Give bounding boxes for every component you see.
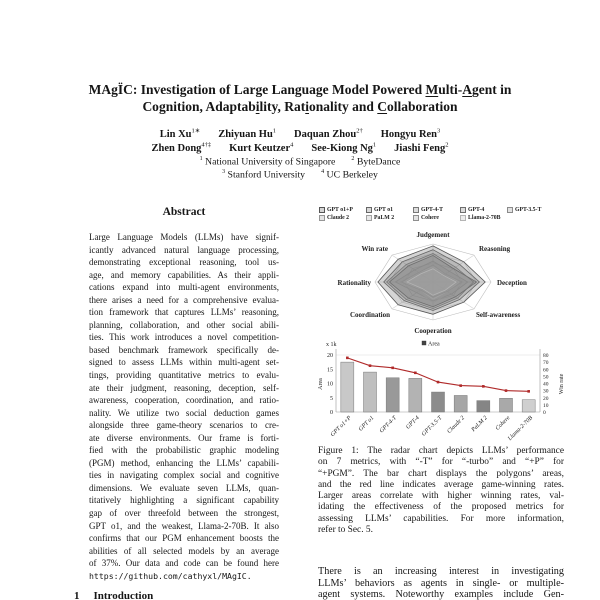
radar-axis-label: Rationality	[337, 279, 371, 287]
text-segment: UC Berkeley	[324, 169, 378, 181]
abstract-line: there arises a need for a comprehensive evalua-	[89, 294, 279, 305]
abstract-line: based benchmark framework specifically de-	[89, 344, 279, 355]
bar-category-label: GPT o1	[357, 415, 376, 433]
win-rate-point	[459, 384, 462, 387]
abstract-line: Large Language Models (LLMs) have signif-	[89, 232, 279, 242]
text-segment: onality and	[309, 99, 378, 115]
author-affil-mark: 4	[290, 141, 294, 148]
bar-legend-swatch-icon	[422, 341, 426, 345]
bar-category-label: GPT o1+P	[329, 415, 353, 439]
legend-swatch-icon	[460, 215, 466, 221]
radar-axis-label: Self-awareness	[476, 311, 521, 319]
author-name: Zhiyuan Hu	[218, 128, 273, 140]
right-tick-label: 30	[543, 388, 549, 395]
author	[229, 143, 293, 154]
win-rate-point	[391, 367, 394, 370]
win-rate-point	[505, 389, 508, 392]
abstract-line: demonstrating exceptional reasoning, tool us-	[89, 257, 279, 268]
legend-item	[460, 214, 501, 222]
legend-item	[460, 206, 507, 214]
legend-label: GPT-4-T	[421, 207, 444, 213]
abstract-line: icantly advanced natural language processing,	[89, 244, 279, 255]
left-tick-label: 20	[327, 353, 333, 359]
intro-title: Introduction	[93, 590, 154, 600]
bar-category-label: GPT-4	[405, 415, 421, 431]
legend-row-1	[319, 206, 567, 214]
intro-number: 1	[74, 590, 80, 600]
abstract-line: tings, providing quantitative metrics to evalu-	[89, 370, 279, 381]
text-segment: M	[425, 82, 439, 98]
right-tick-label: 60	[543, 367, 549, 374]
abstract-line: of 37%. Our data and code can be found here	[89, 558, 279, 569]
right-tick-label: 40	[543, 381, 549, 388]
abstract-line: ate their judgment, reasoning, deception, self-	[89, 382, 279, 393]
bar-GPT-o1-P	[341, 362, 354, 412]
abstract-line: tion framework that captures LLMs’ reasoning,	[89, 307, 279, 318]
bar-legend-label: Area	[428, 341, 440, 348]
abstract-line: planning, collaboration, and other social abili-	[89, 319, 279, 330]
left-tick-label: 10	[327, 381, 333, 388]
author-affil-mark: 1	[372, 141, 377, 148]
text-segment: 4	[321, 169, 325, 175]
radar-axis-label: Coordination	[349, 311, 390, 319]
left-axis-unit: x 1k	[326, 342, 337, 348]
author-name: Jiashi Feng	[394, 142, 446, 154]
abstract-line: (PGM) method, enhancing the LLMs’ capabili-	[89, 457, 279, 468]
title-line-1	[0, 81, 600, 98]
radar-axis-label: Deception	[497, 279, 527, 287]
author-affil-mark: 2	[445, 141, 449, 148]
text-segment: ollaboration	[387, 99, 458, 115]
text-segment: g	[158, 99, 166, 115]
abstract-line: abilities of all selected models by an average	[89, 545, 279, 556]
bar-Llama-2-70B	[522, 400, 535, 412]
abstract-line: ties. This work introduces a novel competition-	[89, 332, 279, 343]
caption-line: assessing LLMs’ capabilities. For more information,	[318, 513, 564, 524]
right-axis-label: Win rate	[559, 373, 565, 395]
abstract-line: dimensions. We evaluate seven LLMs, quan-	[89, 482, 279, 493]
text-segment: 1	[199, 156, 203, 162]
caption-line: Figure 1: The radar chart depicts LLMs’ performance	[318, 446, 564, 456]
caption-line: on 7 metrics, with “-T” for “-turbo” and “+P” for	[318, 457, 564, 468]
text-segment: i	[305, 99, 310, 115]
paper-title	[0, 81, 600, 115]
body-line: agent systems. Noteworthy examples include Gen-	[318, 589, 564, 600]
legend-item	[413, 206, 460, 214]
abstract-line: fied with the probabilistic graphic modeling	[89, 445, 279, 456]
bar-Claude-2	[454, 395, 467, 412]
body-line: LLMs’ behaviors as agents in single- or multiple-	[318, 577, 564, 589]
author-affil-mark: 1	[272, 127, 277, 134]
legend-swatch-icon	[319, 215, 325, 221]
author-name: Kurt Keutzer	[229, 142, 291, 154]
win-rate-point	[414, 372, 417, 375]
legend-row-2	[319, 214, 567, 222]
legend-item	[366, 206, 413, 214]
intro-paragraph	[318, 566, 564, 600]
legend-label: GPT o1	[374, 207, 394, 213]
text-segment: Co	[142, 99, 159, 115]
intro-heading	[74, 590, 153, 600]
legend-label: Cohere	[421, 215, 439, 221]
legend-swatch-icon	[366, 215, 372, 221]
legend-item	[413, 214, 460, 222]
radar-legend	[319, 206, 567, 222]
bar-category-label: GPT-3.5-T	[420, 415, 444, 438]
author-affil-mark: 3	[437, 127, 441, 134]
author	[394, 143, 448, 154]
left-axis-label: Area	[318, 378, 324, 390]
figure-caption	[318, 446, 564, 536]
bar-category-label: Cohere	[494, 415, 512, 432]
win-rate-point	[437, 381, 440, 384]
right-tick-label: 80	[543, 353, 549, 359]
legend-swatch-icon	[507, 207, 513, 213]
text-segment: ByteDance	[354, 156, 401, 168]
bar-GPT-3-5-T	[432, 392, 445, 412]
radar-chart	[318, 224, 564, 346]
text-segment: ulti-	[438, 82, 463, 98]
legend-label: PaLM 2	[374, 215, 395, 221]
left-tick-label: 5	[330, 395, 333, 402]
win-rate-point	[527, 390, 530, 393]
text-segment: 2	[351, 156, 355, 162]
legend-label: GPT o1+P	[327, 207, 353, 213]
right-tick-label: 20	[543, 395, 549, 402]
text-segment: nition, Adaptab	[165, 99, 256, 115]
text-segment: i	[255, 99, 260, 115]
bar-Cohere	[500, 398, 513, 412]
author-name: Zhen Dong	[151, 142, 202, 154]
radar-axis-label: Cooperation	[414, 327, 452, 335]
right-tick-label: 0	[543, 410, 546, 416]
author	[311, 143, 376, 154]
abstract-line: ate diverse environments. Our frame is forti-	[89, 432, 279, 443]
text-segment: 3	[222, 169, 226, 175]
bar-GPT-4	[409, 378, 422, 412]
legend-swatch-icon	[413, 215, 419, 221]
legend-label: Llama-2-70B	[468, 215, 501, 221]
radar-axis-label: Reasoning	[479, 245, 511, 253]
legend-label: Claude 2	[327, 215, 350, 221]
bar-PaLM-2	[477, 401, 490, 412]
github-link[interactable]: https://github.com/cathyxl/MAgIC.	[89, 570, 252, 581]
left-tick-label: 0	[330, 410, 333, 416]
legend-item	[366, 214, 413, 222]
radar-axis-label: Judgement	[416, 231, 450, 239]
abstract-line: alongside three game-theory scenarios to cre-	[89, 420, 279, 431]
abstract-line: nality. We utilize two social deduction games	[89, 407, 279, 418]
bar-GPT-o1	[364, 372, 377, 412]
author-affil-mark: 1∗	[191, 127, 201, 134]
abstract-line: age, and memory capabilities. As their appli-	[89, 269, 279, 280]
author	[152, 143, 212, 154]
abstract-heading: Abstract	[162, 206, 206, 218]
right-tick-label: 50	[543, 374, 549, 381]
body-line: There is an increasing interest in investigating	[318, 566, 564, 577]
caption-line: “+PGM”. The bar chart displays the polygons’ areas,	[318, 468, 564, 479]
legend-swatch-icon	[366, 207, 372, 213]
text-segment: gent in	[471, 82, 512, 98]
abstract-line: awareness, cooperation, coordination, and ratio-	[89, 395, 279, 406]
bar-chart	[316, 338, 568, 444]
author-affil-mark: 4†‡	[201, 141, 212, 148]
legend-swatch-icon	[319, 207, 325, 213]
text-segment: MAgÏC: Investigation of Large Language Model Powered	[88, 82, 426, 98]
abstract-line: cations expand into multi-agent environments,	[89, 282, 279, 293]
text-segment: A	[462, 82, 472, 98]
legend-label: GPT-4	[468, 207, 485, 213]
bar-GPT-4-T	[386, 378, 399, 412]
author-name: Daquan Zhou	[294, 128, 357, 140]
win-rate-point	[369, 364, 372, 367]
right-tick-label: 10	[543, 402, 549, 409]
text-segment: C	[377, 99, 388, 115]
caption-line: Larger areas correlate with higher winning rates, val-	[318, 491, 564, 502]
radar-axis-label: Win rate	[361, 245, 388, 253]
text-segment: lity, Rat	[259, 99, 306, 115]
title-line-2	[0, 98, 600, 115]
bar-category-label: Claude 2	[446, 415, 467, 435]
abstract-line: signed to assess LLMs within multi-agent set-	[89, 357, 279, 368]
author-name: Hongyu Ren	[380, 128, 438, 140]
caption-line: idating the effectiveness of the proposed metrics for	[318, 502, 564, 513]
caption-line: refer to Sec. 5.	[318, 525, 373, 536]
left-tick-label: 15	[327, 367, 333, 374]
abstract-line: gap of over threefold between the strongest,	[89, 508, 279, 519]
abstract-body	[89, 231, 279, 582]
win-rate-point	[346, 357, 349, 360]
text-segment: Stanford University	[225, 169, 306, 181]
bar-category-label: GPT-4-T	[378, 415, 399, 435]
bar-category-label: Llama-2-70B	[507, 415, 535, 443]
affiliation-row-2	[0, 166, 600, 181]
legend-item	[319, 214, 366, 222]
bar-category-label: PaLM 2	[470, 415, 489, 434]
legend-swatch-icon	[460, 207, 466, 213]
text-segment: National University of Singapore	[202, 156, 336, 168]
legend-label: GPT-3.5-T	[515, 207, 542, 213]
legend-item	[507, 206, 541, 214]
abstract-line: titatively highlighting a significant capability	[89, 495, 279, 506]
abstract-line: confirms that our PGM enhancement boosts the	[89, 533, 279, 544]
win-rate-point	[482, 385, 485, 388]
abstract-line: ties in navigating complex social and cognitive	[89, 470, 279, 481]
legend-item	[319, 206, 366, 214]
author-name: See-Kiong Ng	[311, 142, 373, 154]
author-name: Lin Xu	[159, 128, 192, 140]
legend-swatch-icon	[413, 207, 419, 213]
author-affil-mark: 2†	[356, 127, 363, 134]
right-tick-label: 70	[543, 360, 549, 367]
caption-line: and the red line indicates average game-winning rates.	[318, 479, 564, 490]
abstract-line: GPT o1, and the weakest, Llama-2-70B. It also	[89, 520, 279, 531]
